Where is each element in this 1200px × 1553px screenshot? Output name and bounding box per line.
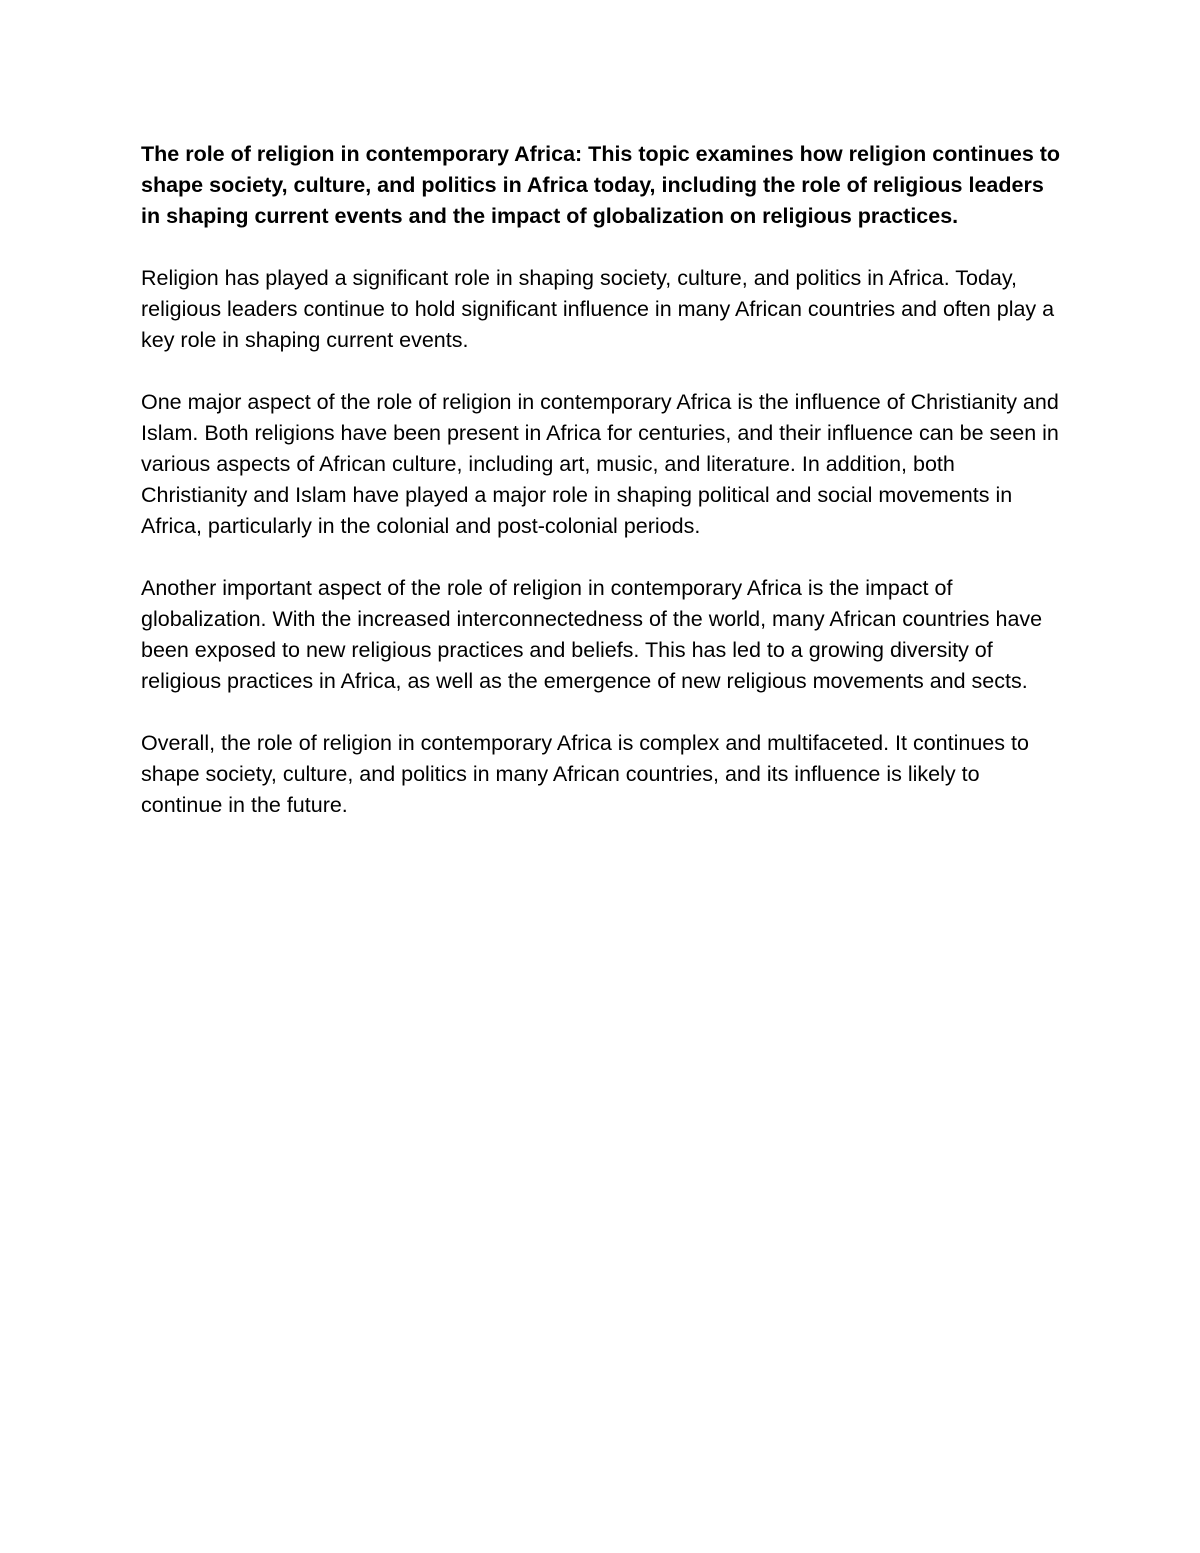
paragraph-intro: Religion has played a significant role in shaping society, culture, and politics in Africa. Today, religious leaders continue to hold significant influence in many African countries and often play a key role in shaping current events. [141, 266, 1055, 352]
document-heading: The role of religion in contemporary Africa: This topic examines how religion continues to shape society, culture, and politics in Africa today, including the role of religious leaders in shaping current events and the impact of globalization on religious practices. [141, 142, 1061, 228]
paragraph-conclusion: Overall, the role of religion in contemporary Africa is complex and multifaceted. It continues to shape society, culture, and politics in many African countries, and its influence is likely to continue in the future. [141, 731, 1029, 817]
paragraph-globalization: Another important aspect of the role of religion in contemporary Africa is the impact of globalization. With the increased interconnectedness of the world, many African countries have been exposed to new religious practices and beliefs. This has led to a growing diversity of religious practices in Africa, as well as the emergence of new religious movements and sects. [141, 576, 1043, 693]
paragraph-christianity-islam: One major aspect of the role of religion in contemporary Africa is the influence of Christianity and Islam. Both religions have been present in Africa for centuries, and their influence can be seen in various aspects of African culture, including art, music, and literature. In addition, both Christianity and Islam have played a major role in shaping political and social movements in Africa, particularly in the colonial and post-colonial periods. [141, 390, 1059, 538]
document-body [141, 139, 1066, 852]
